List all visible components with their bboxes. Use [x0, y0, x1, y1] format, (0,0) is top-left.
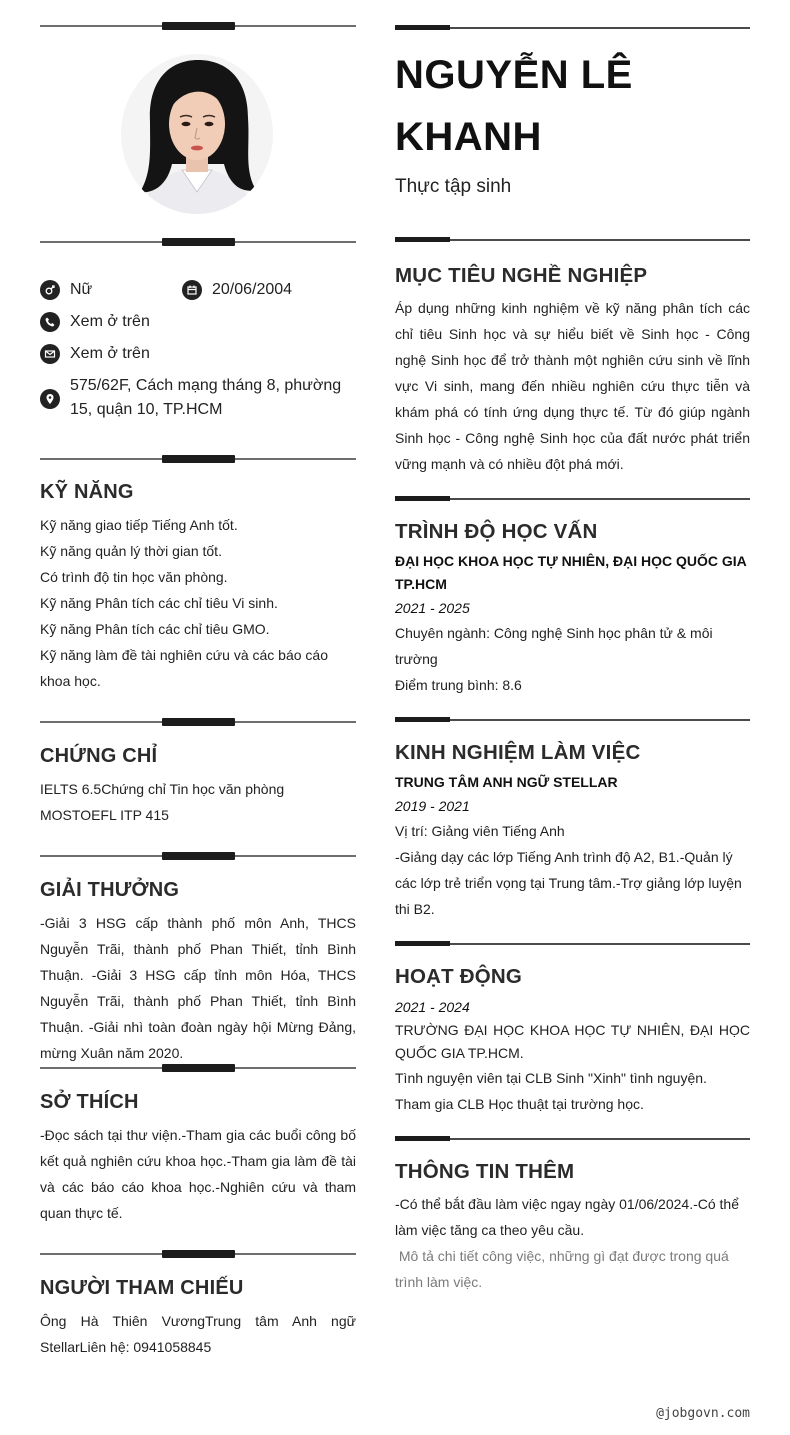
activities-line: Tham gia CLB Học thuật tại trường học.	[395, 1096, 644, 1112]
watermark: @jobgovn.com	[656, 1406, 750, 1421]
phone-value: Xem ở trên	[70, 313, 150, 330]
divider	[40, 1064, 356, 1072]
additional-text: -Có thể bắt đầu làm việc ngay ngày 01/06/2024.-Có thể làm việc tăng ca theo yêu cầu.	[395, 1196, 739, 1238]
activities-organization: TRƯỜNG ĐẠI HỌC KHOA HỌC TỰ NHIÊN, ĐẠI HỌC QUỐC GIA TP.HCM.	[395, 1022, 750, 1061]
education-school: ĐẠI HỌC KHOA HỌC TỰ NHIÊN, ĐẠI HỌC QUỐC GIA TP.HCM	[395, 553, 747, 592]
gender-icon	[40, 280, 60, 300]
list-item: Kỹ năng làm đề tài nghiên cứu và các báo cáo khoa học.	[40, 647, 328, 689]
list-item: Kỹ năng Phân tích các chỉ tiêu Vi sinh.	[40, 595, 278, 611]
phone-icon	[40, 312, 60, 332]
activities-block	[395, 995, 750, 1117]
email-icon	[40, 344, 60, 364]
candidate-name	[395, 44, 633, 168]
experience-company: TRUNG TÂM ANH NGỮ STELLAR	[395, 774, 618, 790]
additional-block	[395, 1191, 750, 1295]
education-block	[395, 550, 750, 698]
name-line: NGUYỄN LÊ	[395, 53, 633, 97]
additional-placeholder: Mô tả chi tiết công việc, những gì đạt được trong quá trình làm việc.	[395, 1248, 733, 1290]
activities-line: Tình nguyện viên tại CLB Sinh "Xinh" tình nguyện.	[395, 1070, 707, 1086]
education-title: TRÌNH ĐỘ HỌC VẤN	[395, 520, 598, 543]
experience-position: Vị trí: Giảng viên Tiếng Anh	[395, 823, 565, 839]
divider	[395, 1136, 750, 1142]
list-item: Kỹ năng quản lý thời gian tốt.	[40, 543, 222, 559]
references-text: Ông Hà Thiên VươngTrung tâm Anh ngữ StellarLiên hệ: 0941058845	[40, 1313, 356, 1355]
birthday-value: 20/06/2004	[212, 281, 293, 298]
divider	[40, 238, 356, 246]
divider	[40, 718, 356, 726]
divider	[395, 25, 750, 31]
hobbies-text: -Đọc sách tại thư viện.-Tham gia các buổi công bố kết quả nghiên cứu khoa học.-Tham gia làm đề tài và các báo cáo khoa học.-Nghiên cứu và tham quan thực tế.	[40, 1127, 356, 1221]
gender-value: Nữ	[70, 281, 93, 298]
location-icon	[40, 389, 60, 409]
certificates-text: IELTS 6.5Chứng chỉ Tin học văn phòng MOSTOEFL ITP 415	[40, 781, 285, 823]
hobbies-title: SỞ THÍCH	[40, 1091, 139, 1113]
education-major: Chuyên ngành: Công nghệ Sinh học phân tử & môi trường	[395, 625, 713, 667]
address-value: 575/62F, Cách mạng tháng 8, phường 15, quận 10, TP.HCM	[70, 377, 342, 418]
gender-row	[40, 278, 92, 302]
activities-period: 2021 - 2024	[395, 999, 470, 1015]
skills-list	[40, 512, 340, 694]
experience-period: 2019 - 2021	[395, 798, 470, 814]
skills-title: KỸ NĂNG	[40, 481, 134, 503]
divider	[395, 941, 750, 947]
divider	[395, 237, 750, 243]
experience-description: -Giảng dạy các lớp Tiếng Anh trình độ A2, B1.-Quản lý các lớp trẻ triển vọng tại Trung tâm.-Trợ giảng lớp luyện thi B2.	[395, 849, 742, 917]
objective-text: Áp dụng những kinh nghiệm về kỹ năng phân tích các chỉ tiêu Sinh học và sự hiểu biết về Sinh học - Công nghệ Sinh học để trở thành một nghiên cứu sinh về lĩnh vực Vi sinh, mang đến nhiều nghiên cứu thực tiễn và khám phá có tính ứng dụng thực tế. Từ đó giúp ngành Sinh học - Công nghệ Sinh học của đất nước phát triển vững mạnh và có nhiều đột phá mới.	[395, 300, 750, 472]
email-row	[40, 342, 150, 366]
avatar	[120, 52, 274, 214]
activities-title: HOẠT ĐỘNG	[395, 965, 523, 988]
education-period: 2021 - 2025	[395, 600, 470, 616]
email-value: Xem ở trên	[70, 345, 150, 362]
certificates-title: CHỨNG CHỈ	[40, 745, 158, 767]
job-title: Thực tập sinh	[395, 176, 512, 197]
education-gpa: Điểm trung bình: 8.6	[395, 677, 522, 693]
experience-block	[395, 771, 750, 922]
phone-row	[40, 310, 150, 334]
objective-title: MỤC TIÊU NGHỀ NGHIỆP	[395, 264, 648, 287]
experience-title: KINH NGHIỆM LÀM VIỆC	[395, 741, 641, 764]
list-item: Có trình độ tin học văn phòng.	[40, 569, 228, 585]
references-title: NGƯỜI THAM CHIẾU	[40, 1277, 244, 1299]
divider	[40, 852, 356, 860]
list-item: Kỹ năng Phân tích các chỉ tiêu GMO.	[40, 621, 270, 637]
divider	[395, 496, 750, 502]
divider	[395, 717, 750, 723]
birthday-row	[182, 278, 292, 302]
calendar-icon	[182, 280, 202, 300]
divider	[40, 455, 356, 463]
awards-title: GIẢI THƯỞNG	[40, 879, 180, 901]
divider	[40, 1250, 356, 1258]
divider	[40, 22, 356, 30]
address-row	[40, 374, 356, 422]
name-line: KHANH	[395, 115, 542, 159]
additional-title: THÔNG TIN THÊM	[395, 1160, 575, 1183]
awards-text: -Giải 3 HSG cấp thành phố môn Anh, THCS Nguyễn Trãi, thành phố Phan Thiết, tỉnh Bình Thuận. -Giải 3 HSG cấp tỉnh môn Hóa, THCS Nguyễn Trãi, thành phố Phan Thiết, tỉnh Bình Thuận. -Giải nhì toàn đoàn ngày hội Mừng Đảng, mừng Xuân năm 2020.	[40, 915, 356, 1061]
list-item: Kỹ năng giao tiếp Tiếng Anh tốt.	[40, 517, 238, 533]
